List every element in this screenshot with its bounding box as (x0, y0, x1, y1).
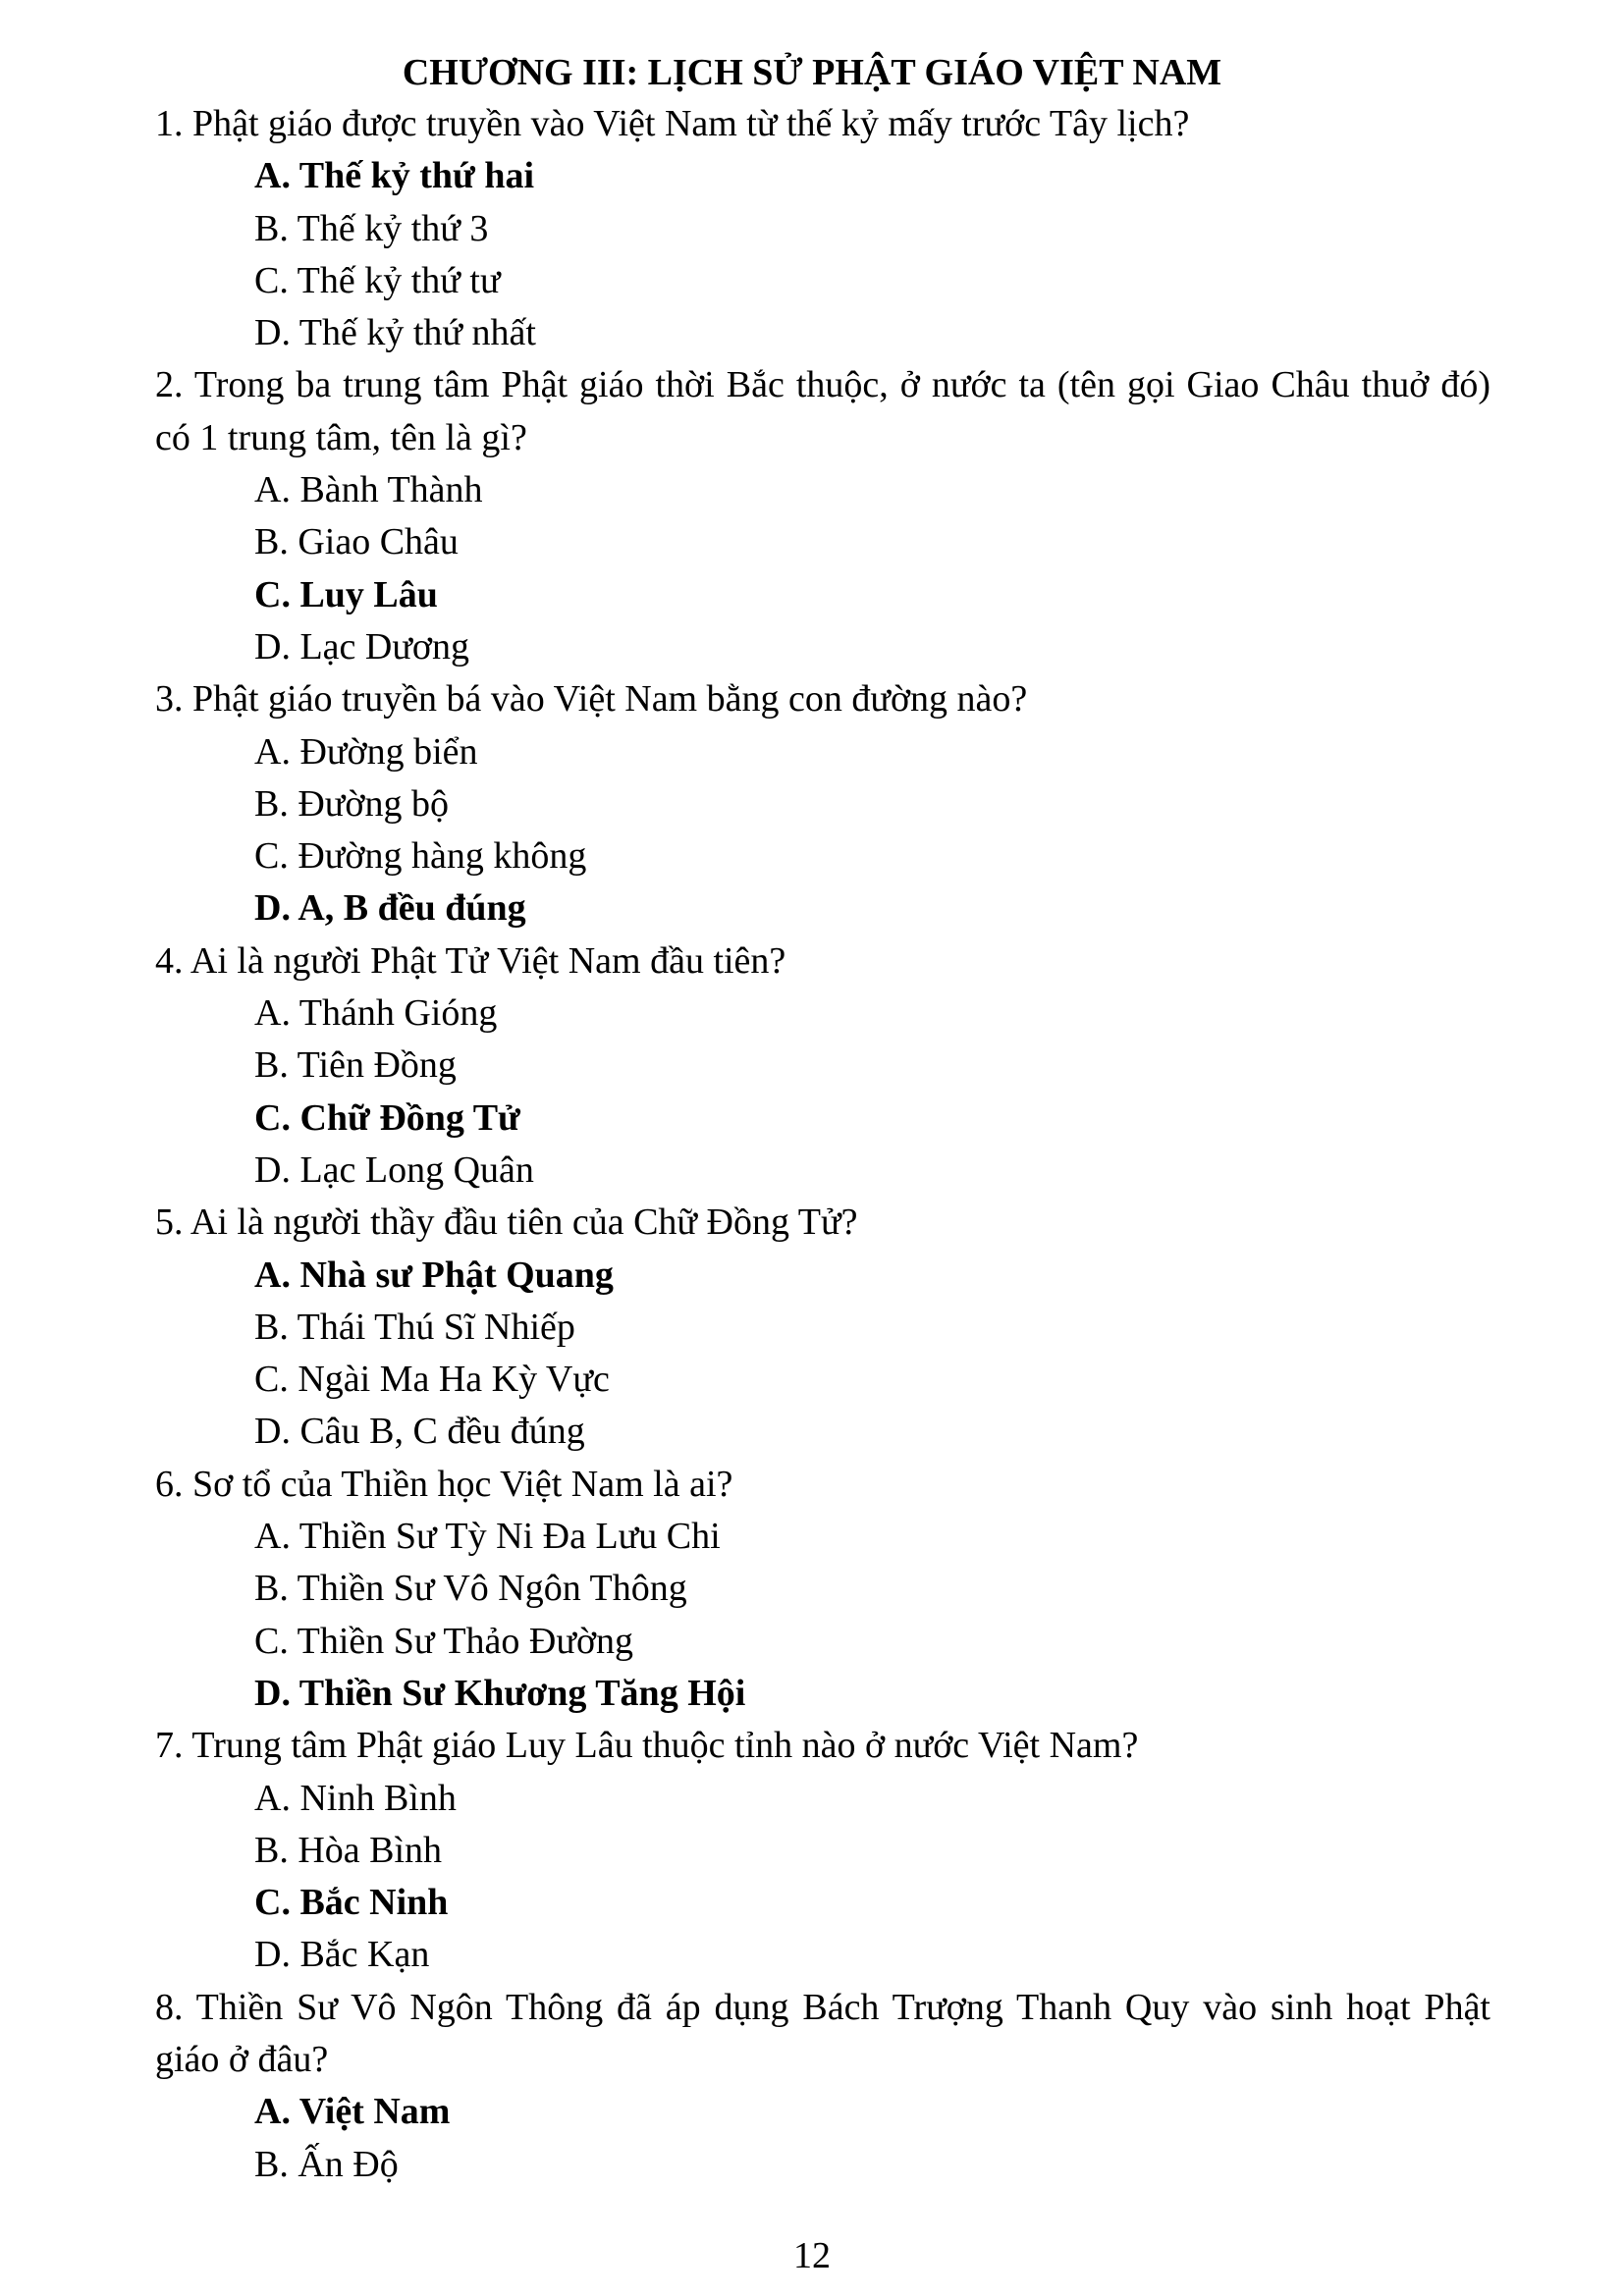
question-text: 7. Trung tâm Phật giáo Luy Lâu thuộc tỉnh nào ở nước Việt Nam? (155, 1725, 1139, 1767)
answer-option: D. Lạc Long Quân (254, 1148, 534, 1191)
answer-option: A. Ninh Bình (254, 1777, 457, 1819)
answer-option: B. Đường bộ (254, 782, 449, 825)
answer-option: B. Giao Châu (254, 521, 459, 563)
page-number: 12 (793, 2235, 831, 2276)
question-block (155, 1982, 1490, 2191)
answer-option: B. Ấn Độ (254, 2143, 399, 2185)
answer-option: A. Thánh Gióng (254, 992, 498, 1035)
question-text: 1. Phật giáo được truyền vào Việt Nam từ thế kỷ mấy trước Tây lịch? (155, 103, 1190, 144)
question-block (155, 98, 1490, 359)
answer-option: B. Hòa Bình (254, 1829, 443, 1871)
answer-option: C. Thế kỷ thứ tư (254, 259, 501, 301)
question-text: 6. Sơ tổ của Thiền học Việt Nam là ai? (155, 1463, 733, 1505)
answer-option-highlighted: A. Nhà sư Phật Quang (254, 1254, 614, 1296)
question-block (155, 935, 1490, 1197)
answer-option: B. Thái Thú Sĩ Nhiếp (254, 1306, 575, 1348)
answer-option: A. Đường biển (254, 730, 478, 773)
answer-option: C. Thiền Sư Thảo Đường (254, 1620, 634, 1662)
question-block (155, 359, 1490, 673)
chapter-title: CHƯƠNG III: LỊCH SỬ PHẬT GIÁO VIỆT NAM (402, 52, 1222, 93)
question-block (155, 673, 1490, 934)
question-block (155, 1720, 1490, 1981)
question-text: 2. Trong ba trung tâm Phật giáo thời Bắc thuộc, ở nước ta (tên gọi Giao Châu thuở đó) có 1 trung tâm, tên là gì? (155, 364, 1490, 458)
question-text: 5. Ai là người thầy đầu tiên của Chữ Đồng Tử? (155, 1201, 858, 1244)
answer-option-highlighted: A. Việt Nam (254, 2091, 451, 2133)
question-text: 4. Ai là người Phật Tử Việt Nam đầu tiên? (155, 939, 786, 982)
answer-option: D. Câu B, C đều đúng (254, 1411, 585, 1453)
answer-option-highlighted: C. Bắc Ninh (254, 1882, 449, 1924)
answer-option: D. Bắc Kạn (254, 1934, 430, 1976)
answer-option: D. Lạc Dương (254, 625, 470, 667)
answer-option: B. Thiền Sư Vô Ngôn Thông (254, 1568, 687, 1610)
question-block (155, 1459, 1490, 1720)
answer-option: A. Bành Thành (254, 469, 483, 511)
answer-option-highlighted: C. Luy Lâu (254, 573, 438, 615)
answer-option: B. Tiên Đồng (254, 1044, 457, 1087)
answer-option-highlighted: D. A, B đều đúng (254, 887, 526, 930)
answer-option: B. Thế kỷ thứ 3 (254, 207, 489, 249)
question-text: 8. Thiền Sư Vô Ngôn Thông đã áp dụng Bách Trượng Thanh Quy vào sinh hoạt Phật giáo ở đâu? (155, 1986, 1490, 2080)
question-text: 3. Phật giáo truyền bá vào Việt Nam bằng con đường nào? (155, 678, 1028, 721)
answer-option: A. Thiền Sư Tỳ Ni Đa Lưu Chi (254, 1516, 721, 1558)
answer-option: C. Đường hàng không (254, 835, 587, 878)
answer-option: D. Thế kỷ thứ nhất (254, 312, 536, 354)
answer-option-highlighted: D. Thiền Sư Khương Tăng Hội (254, 1672, 746, 1714)
question-block (155, 1197, 1490, 1458)
answer-option: C. Ngài Ma Ha Kỳ Vực (254, 1359, 610, 1401)
quiz-content (155, 98, 1490, 2191)
answer-option-highlighted: A. Thế kỷ thứ hai (254, 155, 535, 197)
answer-option-highlighted: C. Chữ Đồng Tử (254, 1096, 520, 1139)
